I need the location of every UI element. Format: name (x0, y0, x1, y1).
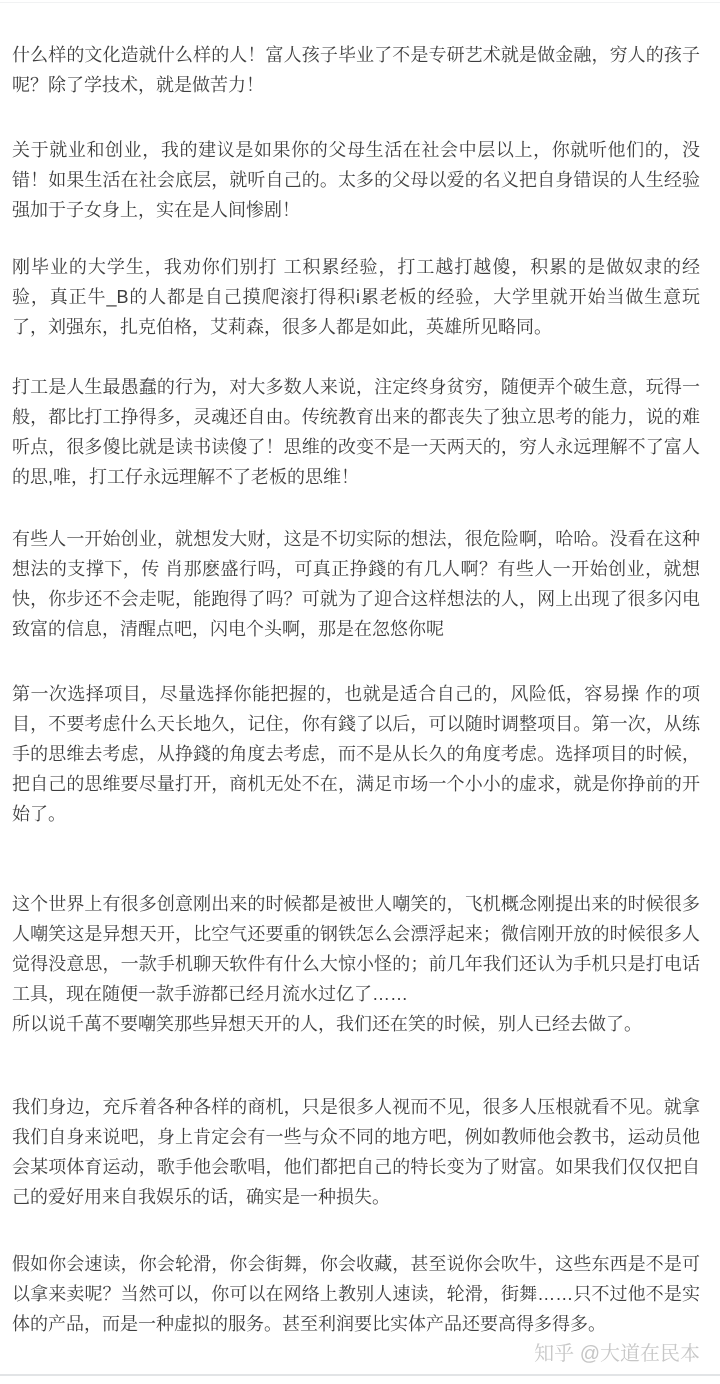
bottom-divider (0, 1374, 720, 1376)
paragraph: 有些人一开始创业，就想发大财，这是不切实际的想法，很危险啊，哈哈。没看在这种想法的支撑下，传 肖那麽盛行吗，可真正挣錢的有几人啊？有些人一开始创业，就想快，你步还不会走呢，能跑得了吗？可就为了迎合这样想法的人，网上出现了很多闪电致富的信息，清醒点吧，闪电个头啊，那是在忽悠你呢 (12, 529, 700, 639)
paragraph: 什么样的文化造就什么样的人！富人孩子毕业了不是专研艺术就是做金融，穷人的孩子呢？除了学技术，就是做苦力！ (12, 45, 700, 95)
paragraph: 这个世界上有很多创意刚出来的时候都是被世人嘲笑的，飞机概念刚提出来的时候很多人嘲笑这是异想天开，比空气还要重的钢铁怎么会漂浮起来；微信刚开放的时候很多人觉得没意思，一款手机聊天软件有什么大惊小怪的；前几年我们还认为手机只是打电话工具，现在随便一款手游都已经月流水过亿了…… (12, 894, 700, 1004)
top-divider (0, 2, 720, 3)
paragraph: 第一次选择项目，尽量选择你能把握的，也就是适合自己的，风险低，容易操 作的项目，不要考虑什么天长地久，记住，你有錢了以后，可以随时调整项目。第一次，从练手的思维去考虑，从挣錢的角度去考虑，而不是从长久的角度考虑。选择项目的时候，把自己的思维要尽量打开，商机无处不在，满足市场一个小小的虚求，就是你挣前的开始了。 (12, 684, 700, 824)
paragraph: 我们身边，充斥着各种各样的商机，只是很多人视而不见，很多人压根就看不见。就拿我们自身来说吧，身上肯定会有一些与众不同的地方吧，例如教师他会教书，运动员他会某项体育运动，歌手他会歌唱，他们都把自己的特长变为了财富。如果我们仅仅把自己的爱好用来自我娱乐的话，确实是一种损失。 (12, 1097, 700, 1207)
zhihu-watermark: 知乎 @大道在民本 (534, 1343, 700, 1365)
paragraph: 打工是人生最愚蠢的行为，对大多数人来说，注定终身贫穷，随便弄个破生意，玩得一般，都比打工挣得多，灵魂还自由。传统教育出来的都丧失了独立思考的能力，说的难听点，很多傻比就是读书读傻了！思维的改变不是一天两天的，穷人永远理解不了富人的思,唯，打工仔永远理解不了老板的思维！ (12, 377, 700, 487)
paragraph: 所以说千萬不要嘲笑那些异想天开的人，我们还在笑的时候，别人已经去做了。 (12, 1014, 642, 1034)
paragraph: 假如你会速读，你会轮滑，你会街舞，你会收藏，甚至说你会吹牛，这些东西是不是可以拿来卖呢？当然可以，你可以在网络上教别人速读，轮滑，街舞……只不过他不是实体的产品，而是一种虚拟的服务。甚至利润要比实体产品还要高得多得多。 (12, 1254, 700, 1334)
paragraph: 刚毕业的大学生，我劝你们别打 工积累经验，打工越打越傻，积累的是做奴隶的经验，真正牛_B的人都是自己摸爬滚打得积i累老板的经验，大学里就开始当做生意玩了，刘强东，扎克伯格，艾莉森，很多人都是如此，英雄所见略同。 (12, 257, 700, 337)
paragraph: 关于就业和创业，我的建议是如果你的父母生活在社会中层以上，你就听他们的，没错！如果生活在社会底层，就听自己的。太多的父母以爱的名义把自身错误的人生经验强加于子女身上，实在是人间惨剧！ (12, 140, 700, 220)
